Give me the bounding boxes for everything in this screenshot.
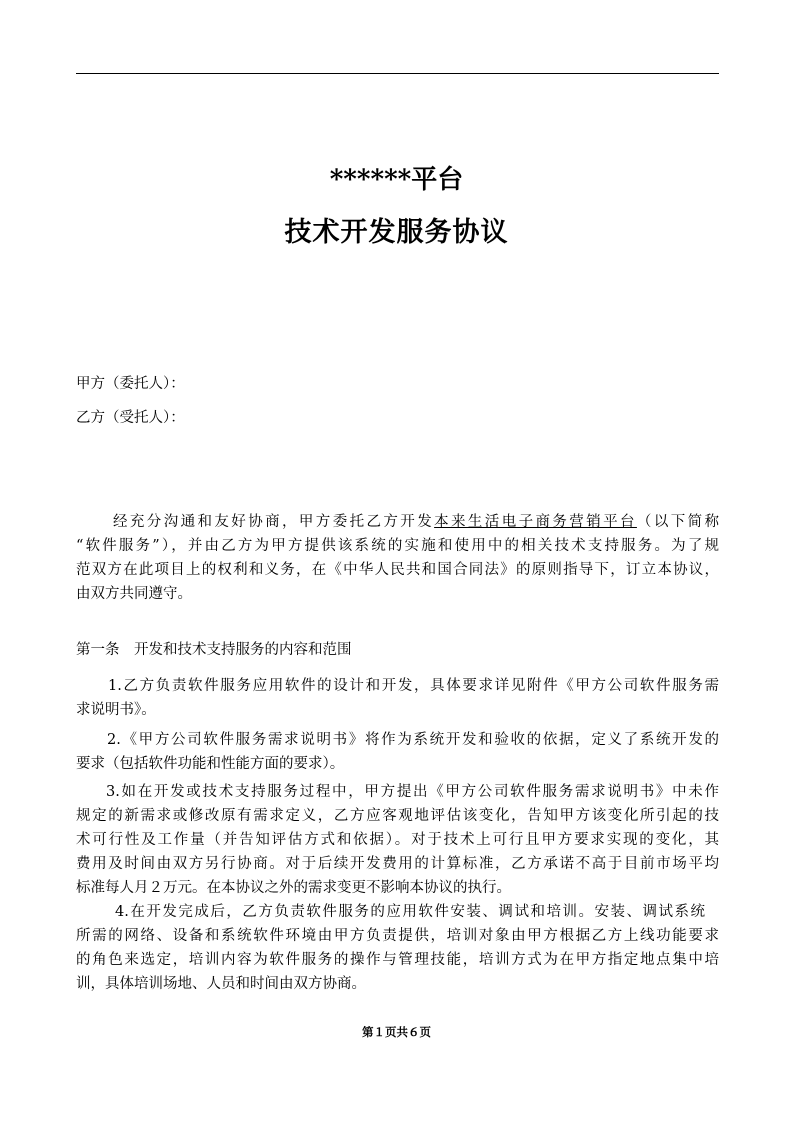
clause-item-2 (76, 728, 719, 776)
clause-line: 标准每人月２万元。在本协议之外的需求变更不影响本协议的执行。 (76, 880, 511, 896)
document-title-agreement: 技术开发服务协议 (284, 217, 509, 248)
clause-line: 训，具体培训场地、人员和时间由双方协商。 (76, 976, 366, 992)
clause-line: 规定的新需求或修改原有需求定义，乙方应客观地评估该变化，告知甲方该变化所引起的技 (76, 808, 719, 824)
clause-line: 3.如在开发或技术支持服务过程中，甲方提出《甲方公司软件服务需求说明书》中未作 (106, 784, 719, 800)
clause-line: 所需的网络、设备和系统软件环境由甲方负责提供，培训对象由甲方根据乙方上线功能要求 (76, 928, 719, 944)
clause-line: 术可行性及工作量（并告知评估方式和依据）。对于技术上可行且甲方要求实现的变化，其 (76, 832, 719, 848)
clause-line: 要求（包括软件功能和性能方面的要求）。 (76, 756, 345, 772)
clause-line: 费用及时间由双方另行协商。对于后续开发费用的计算标准，乙方承诺不高于目前市场平均 (76, 856, 719, 872)
party-b-label: 乙方（受托人）： (76, 410, 185, 426)
clause-line: 1.乙方负责软件服务应用软件的设计和开发，具体要求详见附件《甲方公司软件服务需 (108, 678, 719, 694)
preamble-paragraph (76, 510, 719, 606)
clause-line: 求说明书》。 (76, 702, 156, 718)
header-rule (76, 73, 719, 74)
clause-item-1 (76, 674, 719, 722)
clause-item-4 (76, 900, 719, 996)
page-number-footer: 第１页共６页 (362, 1025, 431, 1039)
party-a-label: 甲方（委托人）： (76, 376, 185, 392)
preamble-line (76, 510, 719, 534)
clause-line: 的角色来选定，培训内容为软件服务的操作与管理技能，培训方式为在甲方指定地点集中培 (76, 952, 719, 968)
platform-name-underlined: 本来生活电子商务营销平台 (434, 514, 637, 530)
preamble-line: 范双方在此项目上的权利和义务，在《中华人民共和国合同法》的原则指导下，订立本协议， (76, 562, 719, 578)
preamble-text: （以下简称 (636, 514, 720, 530)
preamble-text: 经充分沟通和友好协商，甲方委托乙方开发 (113, 514, 435, 530)
clause-line: 4.在开发完成后，乙方负责软件服务的应用软件安装、调试和培训。安装、调试系统 (115, 904, 705, 920)
preamble-line: “软件服务”），并由乙方为甲方提供该系统的实施和使用中的相关技术支持服务。为了规 (76, 538, 719, 554)
preamble-line: 由双方共同遵守。 (76, 586, 192, 602)
clause-line: 2.《甲方公司软件服务需求说明书》将作为系统开发和验收的依据，定义了系统开发的 (107, 732, 719, 748)
document-title-platform: ******平台 (329, 165, 464, 195)
clause-item-3 (76, 780, 719, 900)
section-1-heading: 第一条 开发和技术支持服务的内容和范围 (76, 642, 352, 658)
